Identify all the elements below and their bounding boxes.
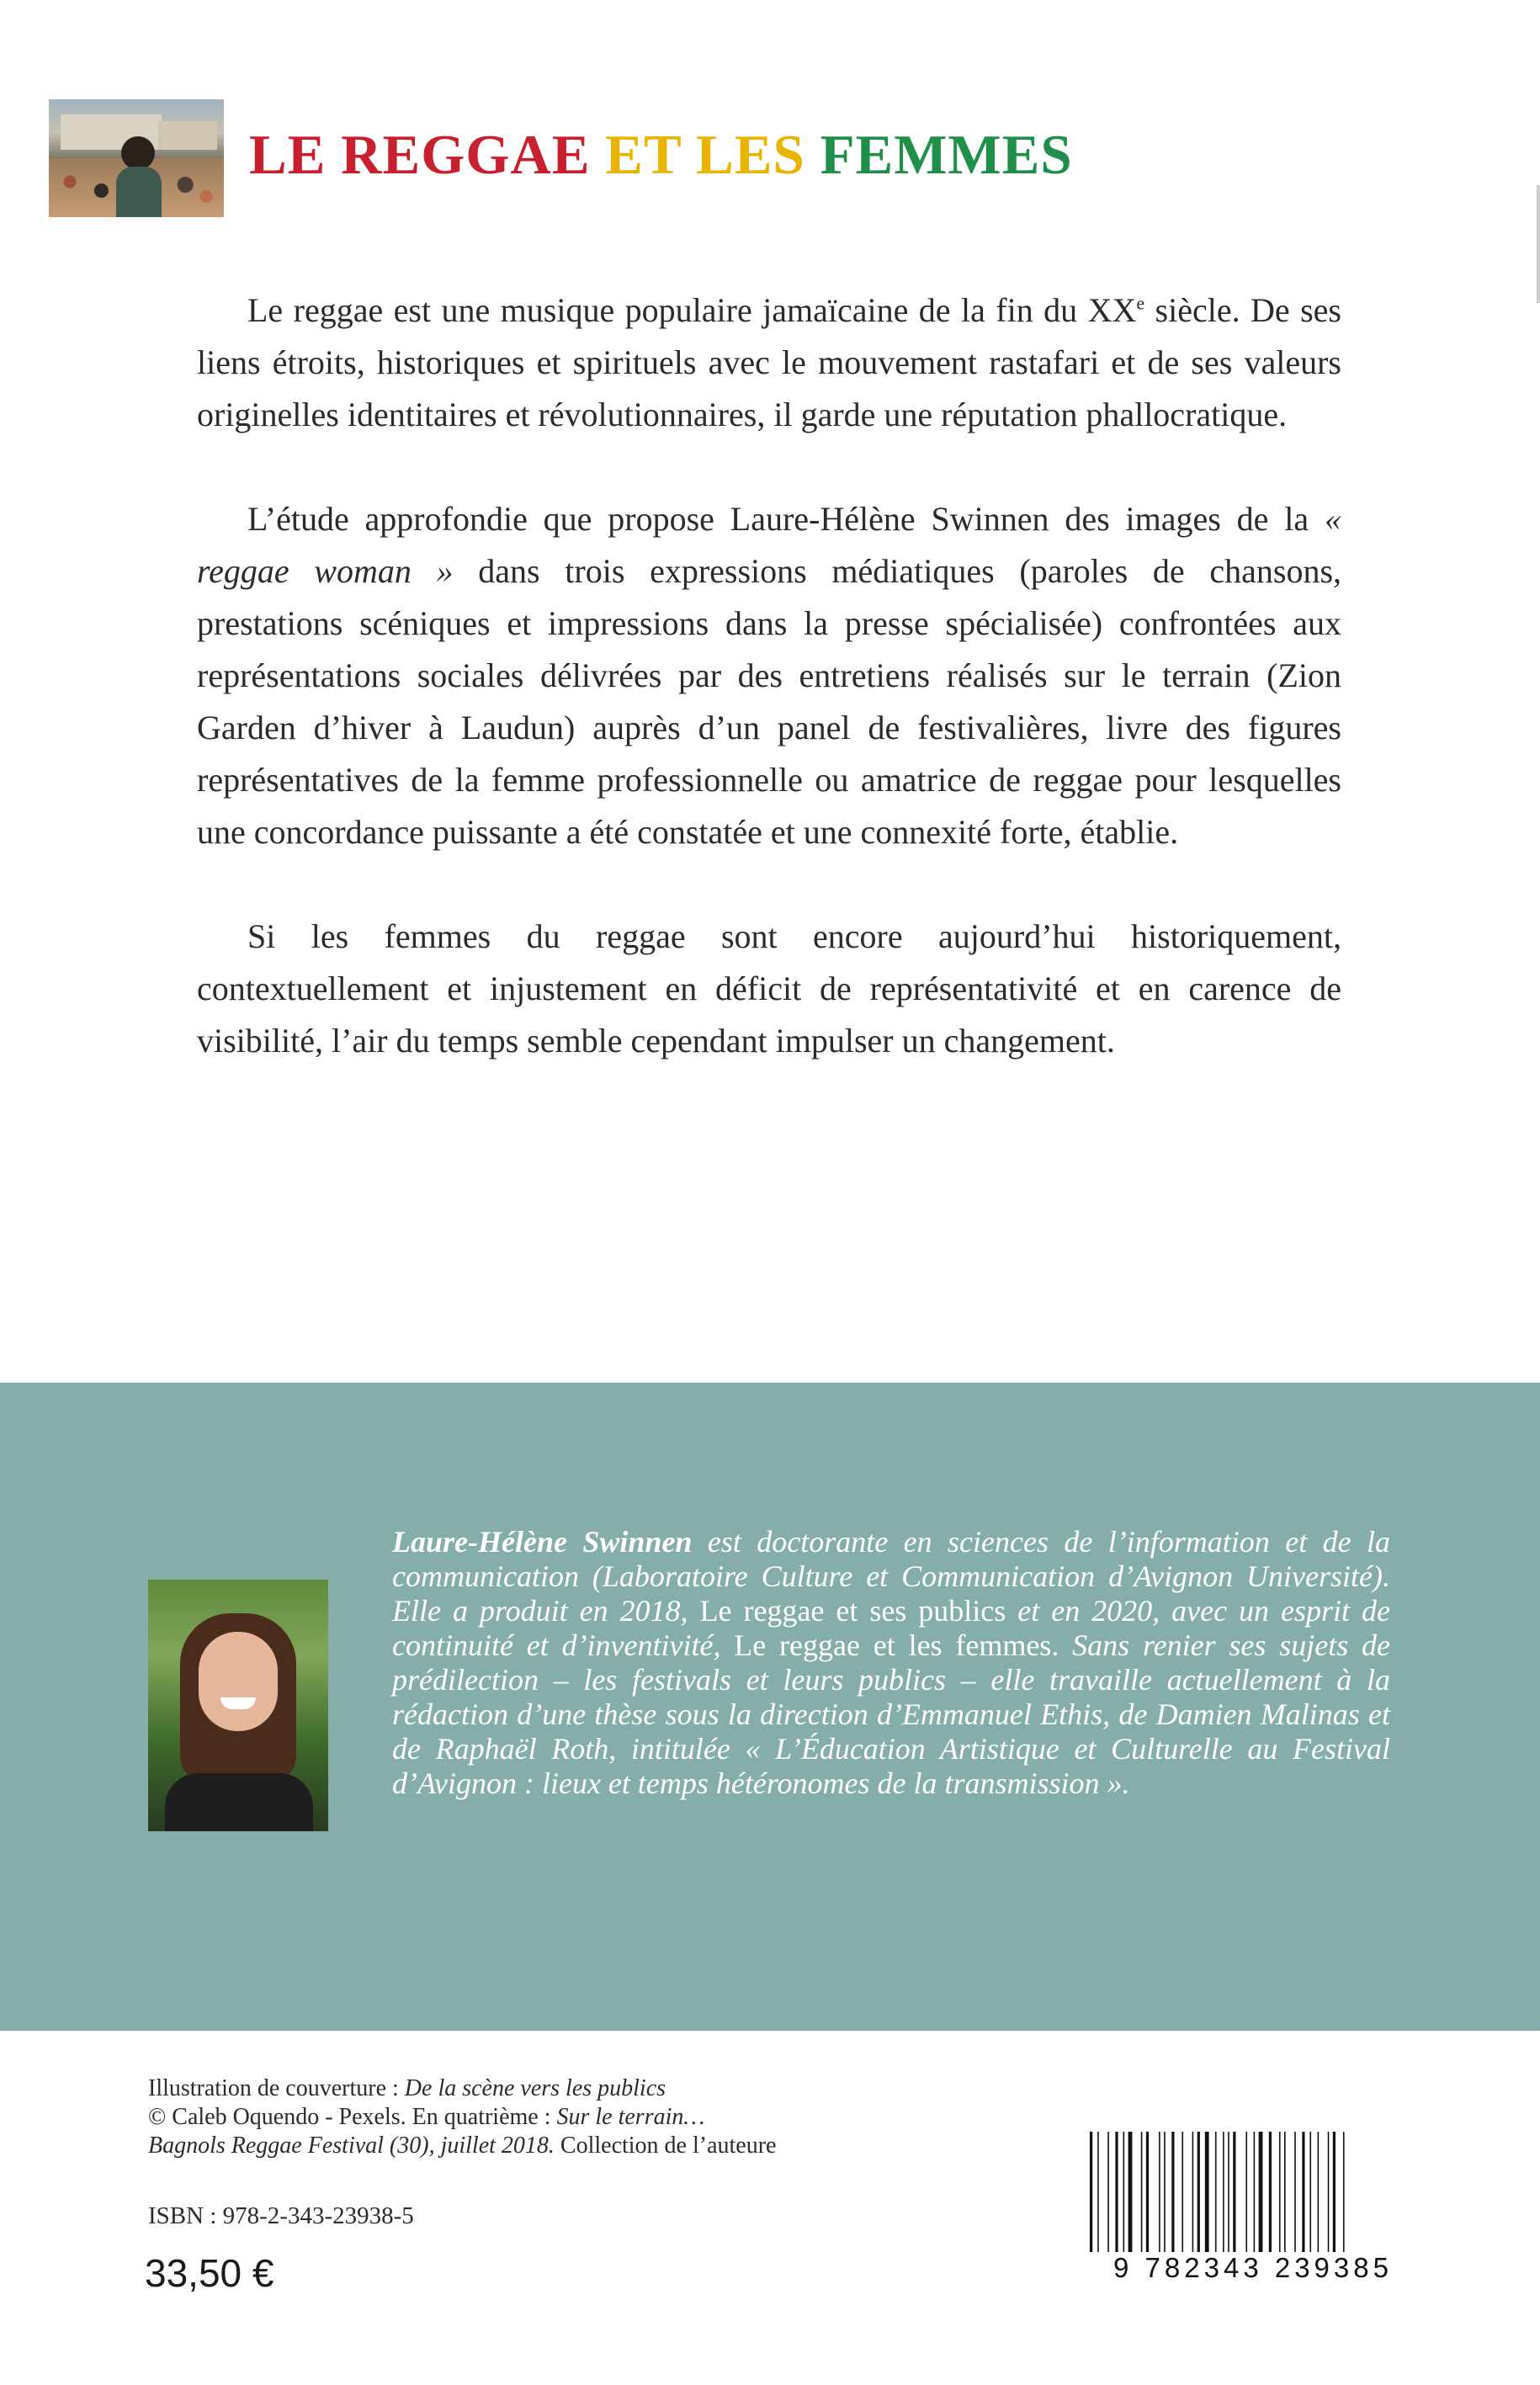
author-photo [148,1580,328,1831]
book-title [249,123,1073,188]
title-part-yellow: ET LES [605,124,805,186]
blurb-paragraph-1: Le reggae est une musique populaire jamaïcaine de la fin du XXe siècle. De ses liens étroits, historiques et spirituels avec le mouvement rastafari et de ses valeurs originelles identitaires et révolutionnaires, il garde une réputation phallocratique. [197,291,1341,433]
page-edge-mark [1537,185,1540,303]
blurb-paragraph-3: Si les femmes du reggae sont encore aujourd’hui historiquement, contextuellement et injustement en déficit de représentativité et en carence de visibilité, l’air du temps semble cependant impulser un changement. [197,917,1341,1060]
author-bio: Laure-Hélène Swinnen est doctorante en sciences de l’information et de la communication (Laboratoire Culture et Communication d’Avignon Université). Elle a produit en 2018, Le reggae et ses publics et en 2020, avec un esprit de continuité et d’inventivité, Le reggae et les femmes. Sans renier ses sujets de prédilection – les festivals et leurs publics – elle travaille actuellement à la rédaction d’une thèse sous la direction d’Emmanuel Ethis, de Damien Malinas et de Raphaël Roth, intitulée « L’Éducation Artistique et Culturelle au Festival d’Avignon : lieux et temps hétéronomes de la transmission ». [392,1525,1390,1800]
cover-thumbnail-image [49,99,224,217]
isbn: ISBN : 978-2-343-23938-5 [148,2202,414,2229]
blurb [197,284,1341,1119]
blurb-paragraph-2: L’étude approfondie que propose Laure-Hélène Swinnen des images de la « reggae woman » dans trois expressions médiatiques (paroles de chansons, prestations scéniques et impressions dans la presse spécialisée) confrontées aux représentations sociales délivrées par des entretiens réalisés sur le terrain (Zion Garden d’hiver à Laudun) auprès d’un panel de festivalières, livre des figures représentatives de la femme professionnelle ou amatrice de reggae pour lesquelles une concordance puissante a été constatée et une connexité forte, établie. [197,500,1342,851]
book-title-1: Le reggae et ses publics [699,1594,1006,1628]
title-part-red: LE REGGAE [249,124,591,186]
author-name: Laure-Hélène Swinnen [392,1525,693,1559]
book-title-2: Le reggae et les femmes. [734,1628,1059,1662]
image-credits: Illustration de couverture : De la scène vers les publics © Caleb Oquendo - Pexels. En quatrième : Sur le terrain… Bagnols Reggae Festival (30), juillet 2018. Collection de l’auteure [148,2075,777,2159]
title-part-green: FEMMES [820,124,1073,186]
barcode-digits: 9 782343 239385 [1085,2252,1421,2286]
price: 33,50 € [145,2251,274,2295]
